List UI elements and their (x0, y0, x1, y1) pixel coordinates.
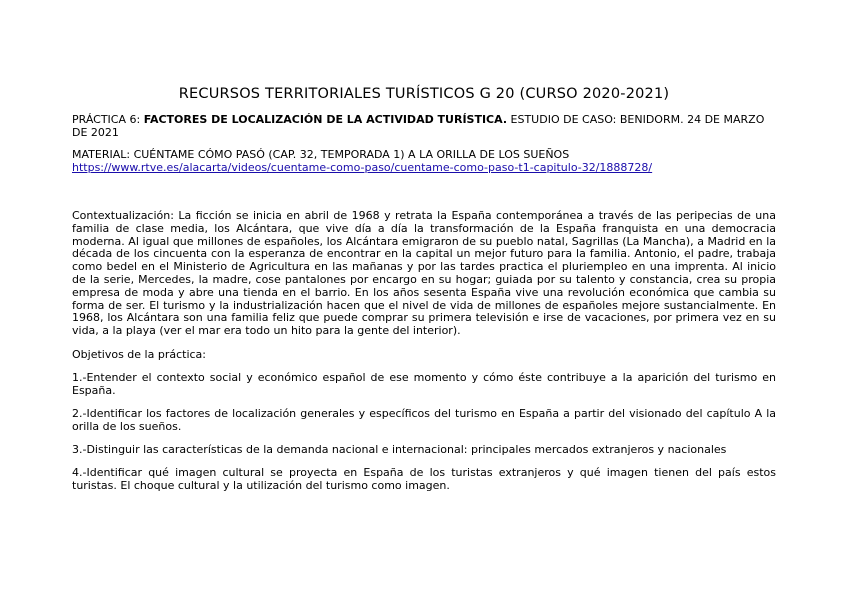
video-link[interactable]: https://www.rtve.es/alacarta/videos/cuentame-como-paso/cuentame-como-paso-t1-capitulo-32/1888728/ (72, 161, 653, 174)
contextualizacion-paragraph: Contextualización: La ficción se inicia en abril de 1968 y retrata la España contemporánea a través de las peripecias de una familia de clase media, los Alcántara, que vive día a día la transformación de la España franquista en una democracia moderna. Al igual que millones de españoles, los Alcántara emigraron de su pueblo natal, Sagrillas (La Mancha), a Madrid en la década de los cincuenta con la esperanza de encontrar en la capital un mejor futuro para la familia. Antonio, el padre, trabaja como bedel en el Ministerio de Agricultura en las mañanas y por las tardes practica el pluriempleo en una imprenta. Al inicio de la serie, Mercedes, la madre, cose pantalones por encargo en su hogar; guiada por su talento y constancia, crea su propia empresa de moda y abre una tienda en el barrio. En los años sesenta España vive una revolución económica que cambia su forma de ser. El turismo y la industrialización hacen que el nivel de vida de millones de españoles mejore sustancialmente. En 1968, los Alcántara son una familia feliz que puede comprar su primera televisión e irse de vacaciones, por primera vez en su vida, a la playa (ver el mar era todo un hito para la gente del interior). (72, 209, 776, 338)
objetivo-item: 4.-Identificar qué imagen cultural se proyecta en España de los turistas extranjeros y qué imagen tienen del país estos turistas. El choque cultural y la utilización del turismo como imagen. (72, 465, 776, 492)
practica-topic: FACTORES DE LOCALIZACIÓN DE LA ACTIVIDAD TURÍSTICA. (143, 113, 508, 126)
material-text: MATERIAL: CUÉNTAME CÓMO PASÓ (CAP. 32, TEMPORADA 1) A LA ORILLA DE LOS SUEÑOS (72, 148, 570, 161)
objetivo-item: 1.-Entender el contexto social y económico español de ese momento y cómo éste contribuye a la aparición del turismo en España. (72, 370, 776, 397)
objetivos-heading: Objetivos de la práctica: (72, 347, 206, 361)
objetivo-item: 3.-Distinguir las características de la demanda nacional e internacional: principales mercados extranjeros y nacionales (72, 442, 727, 456)
practica-suffix: ESTUDIO DE CASO: BENIDORM. 24 DE MARZO DE 2021 (72, 113, 765, 139)
practica-prefix: PRÁCTICA 6: (72, 113, 144, 126)
objetivo-item: 2.-Identificar los factores de localización generales y específicos del turismo en España a partir del visionado del capítulo A la orilla de los sueños. (72, 406, 776, 433)
document-title: RECURSOS TERRITORIALES TURÍSTICOS G 20 (CURSO 2020-2021) (178, 86, 670, 102)
material-block (72, 148, 776, 174)
practica-heading (72, 113, 776, 139)
